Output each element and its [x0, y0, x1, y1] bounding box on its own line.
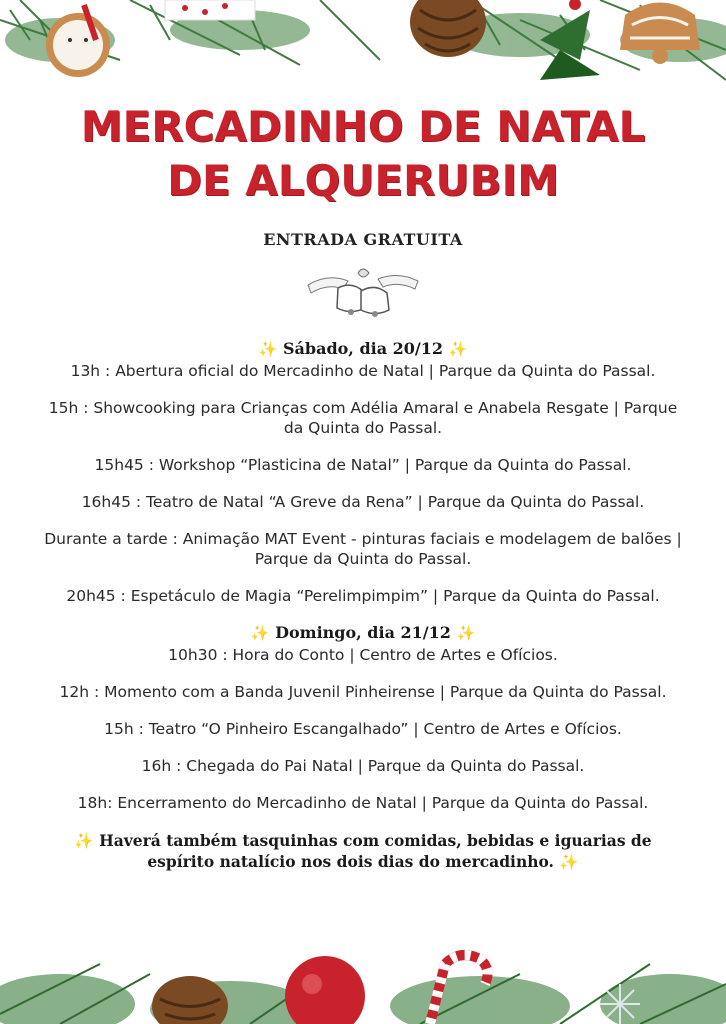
snowflake-icon	[600, 984, 640, 1024]
sunday-heading	[0, 623, 726, 643]
saturday-heading-text: Sábado, dia 20/12	[282, 339, 444, 358]
pine-branches-bottom	[0, 944, 726, 1024]
sparkle-icon: ✨	[250, 624, 270, 642]
christmas-bells-icon	[303, 263, 423, 323]
list-item: 10h30 : Hora do Conto | Centro de Artes e Ofícios.	[168, 646, 558, 664]
sparkle-icon: ✨	[456, 624, 476, 642]
list-item: 15h : Showcooking para Crianças com Adélia Amaral e Anabela Resgate | Parque da Quinta do Passal.	[48, 399, 678, 437]
title-line-1: MERCADINHO DE NATAL	[80, 102, 646, 151]
gingerbread-bell-icon	[620, 3, 700, 51]
list-item: 20h45 : Espetáculo de Magia “Perelimpimpim” | Parque da Quinta do Passal.	[66, 587, 660, 605]
sunday-heading-text: Domingo, dia 21/12	[275, 623, 451, 642]
list-item: 16h : Chegada do Pai Natal | Parque da Quinta do Passal.	[141, 757, 585, 775]
sparkle-icon: ✨	[74, 831, 94, 850]
list-item: 13h : Abertura oficial do Mercadinho de Natal | Parque da Quinta do Passal.	[70, 362, 656, 380]
saturday-events-list	[0, 361, 726, 606]
footer-note-text: Haverá também tasquinhas com comidas, bebidas e iguarias de espírito natalício nos dois dias do mercadinho.	[99, 831, 652, 871]
pine-branches-top	[0, 0, 726, 90]
event-title	[0, 100, 726, 208]
sunday-events-list	[0, 645, 726, 813]
red-bauble-icon	[285, 956, 365, 1024]
sunday-section	[0, 623, 726, 813]
flyer-content	[0, 100, 726, 872]
list-item: 16h45 : Teatro de Natal “A Greve da Rena” | Parque da Quinta do Passal.	[81, 493, 645, 511]
list-item: 15h45 : Workshop “Plasticina de Natal” | Parque da Quinta do Passal.	[94, 456, 632, 474]
sparkle-icon: ✨	[258, 340, 278, 358]
title-line-2: DE ALQUERUBIM	[167, 156, 559, 205]
list-item: 12h : Momento com a Banda Juvenil Pinheirense | Parque da Quinta do Passal.	[59, 683, 667, 701]
saturday-heading	[0, 339, 726, 359]
saturday-section	[0, 339, 726, 606]
sparkle-icon: ✨	[559, 852, 579, 871]
list-item: 15h : Teatro “O Pinheiro Escangalhado” | Centro de Artes e Ofícios.	[104, 720, 622, 738]
bottom-garland-decoration	[0, 944, 726, 1024]
sparkle-icon: ✨	[448, 340, 468, 358]
list-item: Durante a tarde : Animação MAT Event - pinturas faciais e modelagem de balões | Parque da Quinta do Passal.	[44, 530, 682, 568]
free-entry-label: ENTRADA GRATUITA	[263, 230, 463, 249]
list-item: 18h: Encerramento do Mercadinho de Natal | Parque da Quinta do Passal.	[77, 794, 649, 812]
top-garland-decoration	[0, 0, 726, 90]
footer-note	[43, 830, 683, 872]
